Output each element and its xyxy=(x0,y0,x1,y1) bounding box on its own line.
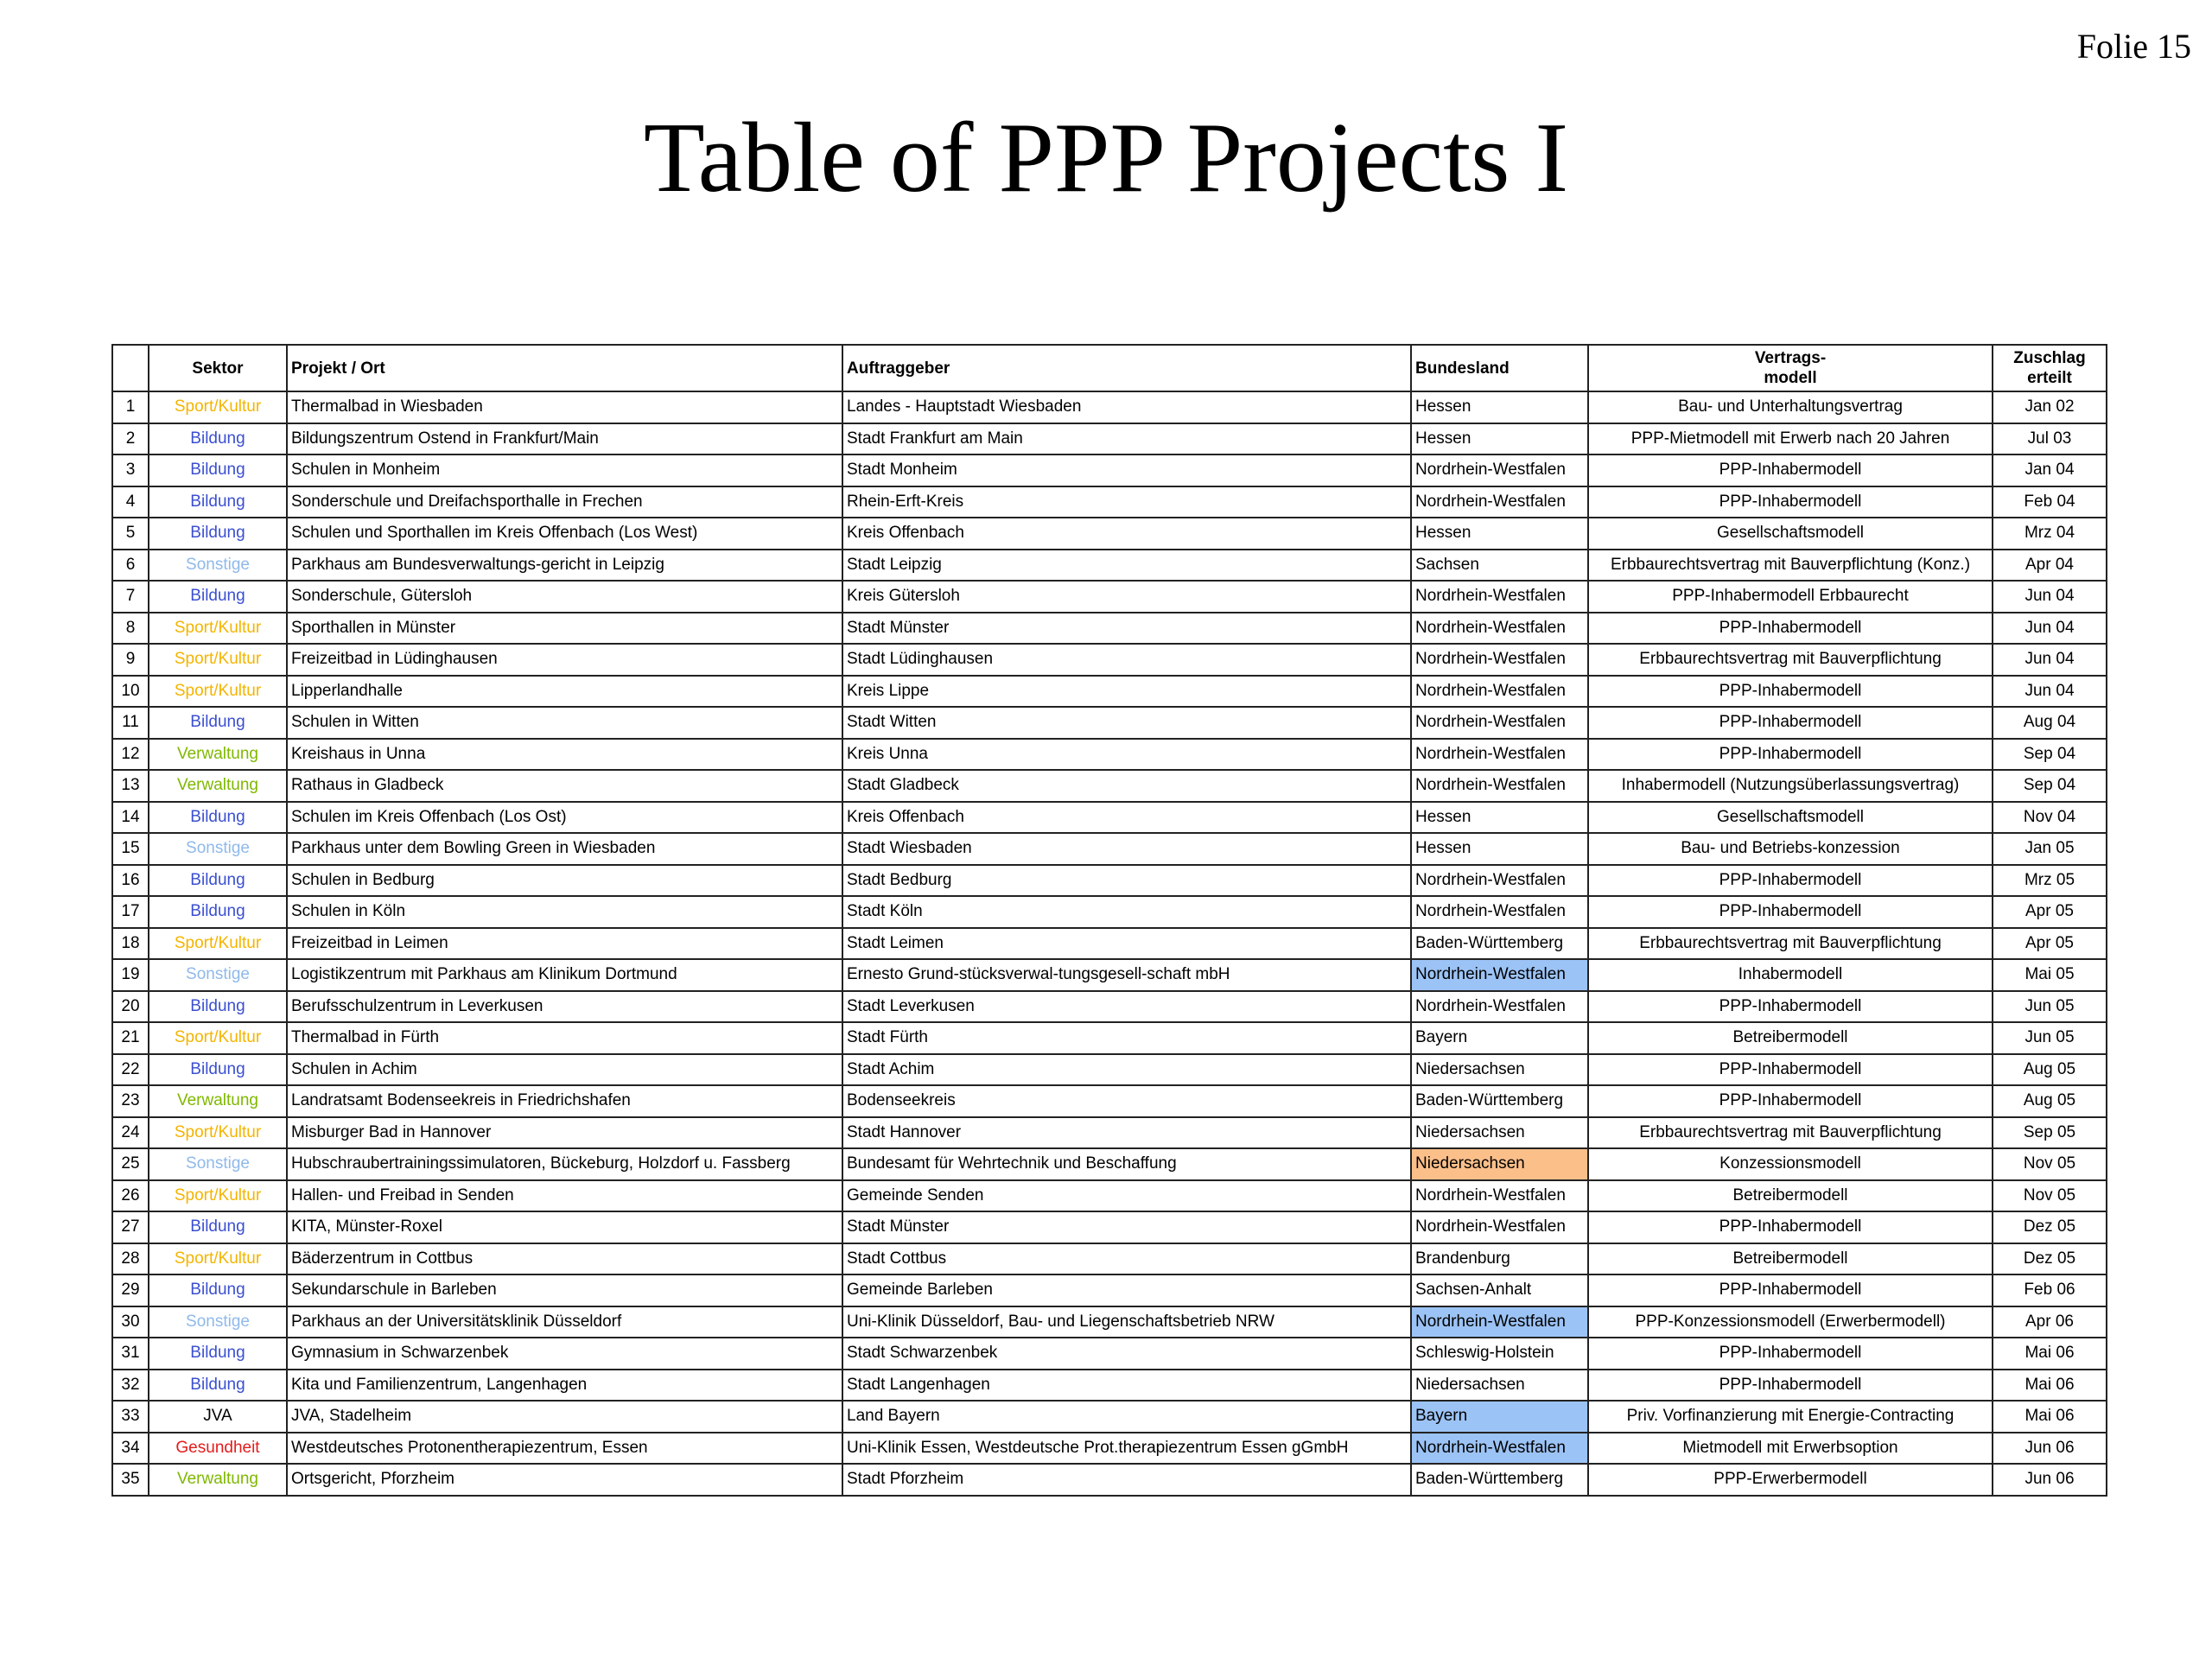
cell-sektor: Sport/Kultur xyxy=(149,1243,287,1275)
cell-auftraggeber: Bodenseekreis xyxy=(842,1085,1411,1117)
cell-vertragsmodell: Erbbaurechtsvertrag mit Bauverpflichtung xyxy=(1588,644,1993,676)
cell-zuschlag: Mai 05 xyxy=(1993,959,2107,991)
cell-number: 2 xyxy=(112,423,149,455)
cell-zuschlag: Mrz 05 xyxy=(1993,865,2107,897)
cell-vertragsmodell: PPP-Inhabermodell xyxy=(1588,1054,1993,1086)
cell-vertragsmodell: PPP-Inhabermodell xyxy=(1588,1274,1993,1306)
cell-sektor: Sport/Kultur xyxy=(149,1180,287,1212)
cell-zuschlag: Aug 05 xyxy=(1993,1085,2107,1117)
header-vertragsmodell xyxy=(1588,345,1993,391)
cell-zuschlag: Nov 05 xyxy=(1993,1148,2107,1180)
table-row xyxy=(112,928,2107,960)
cell-bundesland: Nordrhein-Westfalen xyxy=(1411,707,1588,739)
cell-auftraggeber: Stadt Lüdinghausen xyxy=(842,644,1411,676)
cell-projekt: Schulen in Witten xyxy=(287,707,842,739)
cell-number: 26 xyxy=(112,1180,149,1212)
cell-bundesland: Niedersachsen xyxy=(1411,1054,1588,1086)
cell-number: 11 xyxy=(112,707,149,739)
cell-bundesland: Schleswig-Holstein xyxy=(1411,1338,1588,1370)
cell-auftraggeber: Gemeinde Senden xyxy=(842,1180,1411,1212)
cell-sektor: Bildung xyxy=(149,423,287,455)
cell-vertragsmodell: PPP-Inhabermodell xyxy=(1588,707,1993,739)
cell-zuschlag: Nov 05 xyxy=(1993,1180,2107,1212)
table-row xyxy=(112,581,2107,613)
cell-vertragsmodell: PPP-Inhabermodell xyxy=(1588,991,1993,1023)
cell-bundesland: Baden-Württemberg xyxy=(1411,928,1588,960)
cell-zuschlag: Jun 04 xyxy=(1993,644,2107,676)
ppp-projects-table xyxy=(111,344,2107,1497)
table-row xyxy=(112,1148,2107,1180)
table-row xyxy=(112,1085,2107,1117)
cell-projekt: JVA, Stadelheim xyxy=(287,1401,842,1433)
cell-auftraggeber: Kreis Offenbach xyxy=(842,518,1411,550)
cell-auftraggeber: Bundesamt für Wehrtechnik und Beschaffung xyxy=(842,1148,1411,1180)
cell-bundesland: Nordrhein-Westfalen xyxy=(1411,486,1588,518)
cell-auftraggeber: Ernesto Grund-stücksverwal-tungsgesell-schaft mbH xyxy=(842,959,1411,991)
table-row xyxy=(112,991,2107,1023)
header-zuschlag-line1: Zuschlag xyxy=(2013,349,2086,367)
cell-bundesland: Nordrhein-Westfalen xyxy=(1411,581,1588,613)
cell-bundesland: Nordrhein-Westfalen xyxy=(1411,991,1588,1023)
table-row xyxy=(112,1054,2107,1086)
cell-bundesland: Niedersachsen xyxy=(1411,1370,1588,1402)
cell-projekt: Hubschraubertrainingssimulatoren, Bückeburg, Holzdorf u. Fassberg xyxy=(287,1148,842,1180)
cell-zuschlag: Jun 06 xyxy=(1993,1464,2107,1496)
cell-bundesland: Brandenburg xyxy=(1411,1243,1588,1275)
cell-number: 6 xyxy=(112,550,149,582)
table-row xyxy=(112,1117,2107,1149)
cell-sektor: Bildung xyxy=(149,486,287,518)
cell-projekt: Parkhaus unter dem Bowling Green in Wiesbaden xyxy=(287,833,842,865)
cell-projekt: Thermalbad in Fürth xyxy=(287,1022,842,1054)
cell-number: 27 xyxy=(112,1211,149,1243)
cell-projekt: Parkhaus an der Universitätsklinik Düsseldorf xyxy=(287,1306,842,1338)
cell-auftraggeber: Stadt Cottbus xyxy=(842,1243,1411,1275)
cell-projekt: Sonderschule, Gütersloh xyxy=(287,581,842,613)
header-auftraggeber: Auftraggeber xyxy=(842,345,1411,391)
cell-auftraggeber: Stadt Köln xyxy=(842,896,1411,928)
cell-auftraggeber: Land Bayern xyxy=(842,1401,1411,1433)
cell-number: 20 xyxy=(112,991,149,1023)
table-row xyxy=(112,739,2107,771)
cell-bundesland: Nordrhein-Westfalen xyxy=(1411,644,1588,676)
cell-projekt: Freizeitbad in Lüdinghausen xyxy=(287,644,842,676)
cell-zuschlag: Jun 06 xyxy=(1993,1433,2107,1465)
cell-projekt: Logistikzentrum mit Parkhaus am Klinikum Dortmund xyxy=(287,959,842,991)
cell-auftraggeber: Uni-Klinik Düsseldorf, Bau- und Liegenschaftsbetrieb NRW xyxy=(842,1306,1411,1338)
cell-projekt: Sonderschule und Dreifachsporthalle in Frechen xyxy=(287,486,842,518)
cell-projekt: Kita und Familienzentrum, Langenhagen xyxy=(287,1370,842,1402)
cell-vertragsmodell: PPP-Inhabermodell xyxy=(1588,613,1993,645)
cell-sektor: Sonstige xyxy=(149,833,287,865)
cell-vertragsmodell: Bau- und Unterhaltungsvertrag xyxy=(1588,391,1993,423)
cell-projekt: Schulen in Achim xyxy=(287,1054,842,1086)
cell-projekt: Ortsgericht, Pforzheim xyxy=(287,1464,842,1496)
table-row xyxy=(112,707,2107,739)
cell-projekt: Sporthallen in Münster xyxy=(287,613,842,645)
cell-auftraggeber: Stadt Gladbeck xyxy=(842,770,1411,802)
table-row xyxy=(112,865,2107,897)
slide-number: Folie 15 xyxy=(2076,27,2191,66)
cell-sektor: Bildung xyxy=(149,1211,287,1243)
cell-sektor: Verwaltung xyxy=(149,1085,287,1117)
cell-number: 21 xyxy=(112,1022,149,1054)
cell-sektor: Sport/Kultur xyxy=(149,1117,287,1149)
cell-vertragsmodell: Betreibermodell xyxy=(1588,1022,1993,1054)
cell-projekt: Parkhaus am Bundesverwaltungs-gericht in Leipzig xyxy=(287,550,842,582)
cell-number: 28 xyxy=(112,1243,149,1275)
cell-auftraggeber: Kreis Unna xyxy=(842,739,1411,771)
cell-bundesland: Nordrhein-Westfalen xyxy=(1411,1211,1588,1243)
cell-number: 24 xyxy=(112,1117,149,1149)
cell-vertragsmodell: Inhabermodell xyxy=(1588,959,1993,991)
cell-auftraggeber: Stadt Leipzig xyxy=(842,550,1411,582)
cell-bundesland: Bayern xyxy=(1411,1401,1588,1433)
cell-number: 32 xyxy=(112,1370,149,1402)
table-row xyxy=(112,1433,2107,1465)
cell-vertragsmodell: Erbbaurechtsvertrag mit Bauverpflichtung xyxy=(1588,1117,1993,1149)
table-row xyxy=(112,833,2107,865)
table-row xyxy=(112,1211,2107,1243)
cell-vertragsmodell: PPP-Erwerbermodell xyxy=(1588,1464,1993,1496)
cell-zuschlag: Mai 06 xyxy=(1993,1370,2107,1402)
cell-number: 13 xyxy=(112,770,149,802)
cell-bundesland: Hessen xyxy=(1411,423,1588,455)
cell-zuschlag: Jan 02 xyxy=(1993,391,2107,423)
cell-zuschlag: Apr 04 xyxy=(1993,550,2107,582)
cell-sektor: Sport/Kultur xyxy=(149,613,287,645)
cell-number: 25 xyxy=(112,1148,149,1180)
table-row xyxy=(112,770,2107,802)
cell-number: 17 xyxy=(112,896,149,928)
header-projekt: Projekt / Ort xyxy=(287,345,842,391)
cell-number: 30 xyxy=(112,1306,149,1338)
cell-bundesland: Baden-Württemberg xyxy=(1411,1085,1588,1117)
cell-bundesland: Nordrhein-Westfalen xyxy=(1411,676,1588,708)
cell-bundesland: Baden-Württemberg xyxy=(1411,1464,1588,1496)
cell-zuschlag: Nov 04 xyxy=(1993,802,2107,834)
header-vertragsmodell-line2: modell xyxy=(1764,369,1817,387)
cell-projekt: Schulen in Köln xyxy=(287,896,842,928)
cell-bundesland: Nordrhein-Westfalen xyxy=(1411,454,1588,486)
table-row xyxy=(112,1274,2107,1306)
cell-vertragsmodell: Priv. Vorfinanzierung mit Energie-Contracting xyxy=(1588,1401,1993,1433)
cell-zuschlag: Feb 06 xyxy=(1993,1274,2107,1306)
cell-number: 16 xyxy=(112,865,149,897)
table-row xyxy=(112,676,2107,708)
cell-auftraggeber: Stadt Bedburg xyxy=(842,865,1411,897)
cell-zuschlag: Aug 04 xyxy=(1993,707,2107,739)
cell-zuschlag: Jun 04 xyxy=(1993,676,2107,708)
cell-vertragsmodell: PPP-Inhabermodell xyxy=(1588,896,1993,928)
header-vertragsmodell-line1: Vertrags- xyxy=(1754,349,1827,367)
cell-auftraggeber: Kreis Offenbach xyxy=(842,802,1411,834)
cell-vertragsmodell: PPP-Inhabermodell xyxy=(1588,739,1993,771)
cell-number: 10 xyxy=(112,676,149,708)
cell-vertragsmodell: Erbbaurechtsvertrag mit Bauverpflichtung xyxy=(1588,928,1993,960)
cell-vertragsmodell: PPP-Inhabermodell xyxy=(1588,1211,1993,1243)
cell-number: 15 xyxy=(112,833,149,865)
cell-projekt: Schulen und Sporthallen im Kreis Offenbach (Los West) xyxy=(287,518,842,550)
cell-projekt: Landratsamt Bodenseekreis in Friedrichshafen xyxy=(287,1085,842,1117)
cell-projekt: Hallen- und Freibad in Senden xyxy=(287,1180,842,1212)
cell-sektor: Sonstige xyxy=(149,1306,287,1338)
cell-bundesland: Nordrhein-Westfalen xyxy=(1411,865,1588,897)
table-row xyxy=(112,959,2107,991)
cell-bundesland: Hessen xyxy=(1411,833,1588,865)
cell-auftraggeber: Stadt Frankfurt am Main xyxy=(842,423,1411,455)
cell-number: 12 xyxy=(112,739,149,771)
cell-projekt: Bildungszentrum Ostend in Frankfurt/Main xyxy=(287,423,842,455)
table-row xyxy=(112,896,2107,928)
cell-sektor: Bildung xyxy=(149,581,287,613)
cell-zuschlag: Dez 05 xyxy=(1993,1243,2107,1275)
cell-vertragsmodell: Betreibermodell xyxy=(1588,1243,1993,1275)
cell-vertragsmodell: PPP-Inhabermodell xyxy=(1588,486,1993,518)
cell-sektor: Bildung xyxy=(149,991,287,1023)
cell-zuschlag: Jun 04 xyxy=(1993,613,2107,645)
cell-sektor: Sport/Kultur xyxy=(149,644,287,676)
cell-projekt: Misburger Bad in Hannover xyxy=(287,1117,842,1149)
cell-zuschlag: Jun 05 xyxy=(1993,991,2107,1023)
cell-zuschlag: Sep 04 xyxy=(1993,770,2107,802)
cell-sektor: Sport/Kultur xyxy=(149,676,287,708)
cell-number: 5 xyxy=(112,518,149,550)
cell-bundesland: Hessen xyxy=(1411,391,1588,423)
cell-sektor: Bildung xyxy=(149,518,287,550)
cell-number: 31 xyxy=(112,1338,149,1370)
cell-auftraggeber: Stadt Schwarzenbek xyxy=(842,1338,1411,1370)
cell-sektor: Bildung xyxy=(149,1054,287,1086)
cell-bundesland: Nordrhein-Westfalen xyxy=(1411,739,1588,771)
cell-bundesland: Bayern xyxy=(1411,1022,1588,1054)
cell-auftraggeber: Stadt Langenhagen xyxy=(842,1370,1411,1402)
cell-auftraggeber: Stadt Monheim xyxy=(842,454,1411,486)
table-row xyxy=(112,644,2107,676)
cell-vertragsmodell: Mietmodell mit Erwerbsoption xyxy=(1588,1433,1993,1465)
cell-number: 4 xyxy=(112,486,149,518)
cell-projekt: Lipperlandhalle xyxy=(287,676,842,708)
table-row xyxy=(112,613,2107,645)
cell-bundesland: Sachsen-Anhalt xyxy=(1411,1274,1588,1306)
header-zuschlag-line2: erteilt xyxy=(2027,369,2072,387)
cell-auftraggeber: Stadt Hannover xyxy=(842,1117,1411,1149)
cell-projekt: KITA, Münster-Roxel xyxy=(287,1211,842,1243)
cell-number: 33 xyxy=(112,1401,149,1433)
cell-projekt: Kreishaus in Unna xyxy=(287,739,842,771)
cell-number: 22 xyxy=(112,1054,149,1086)
cell-bundesland: Niedersachsen xyxy=(1411,1117,1588,1149)
cell-vertragsmodell: PPP-Mietmodell mit Erwerb nach 20 Jahren xyxy=(1588,423,1993,455)
cell-sektor: Gesundheit xyxy=(149,1433,287,1465)
cell-auftraggeber: Stadt Leverkusen xyxy=(842,991,1411,1023)
cell-vertragsmodell: PPP-Inhabermodell xyxy=(1588,454,1993,486)
table-row xyxy=(112,550,2107,582)
cell-sektor: Bildung xyxy=(149,1370,287,1402)
cell-auftraggeber: Uni-Klinik Essen, Westdeutsche Prot.therapiezentrum Essen gGmbH xyxy=(842,1433,1411,1465)
cell-bundesland: Nordrhein-Westfalen xyxy=(1411,1180,1588,1212)
table-header-row xyxy=(112,345,2107,391)
cell-vertragsmodell: PPP-Inhabermodell xyxy=(1588,865,1993,897)
cell-vertragsmodell: Betreibermodell xyxy=(1588,1180,1993,1212)
cell-number: 34 xyxy=(112,1433,149,1465)
cell-zuschlag: Sep 05 xyxy=(1993,1117,2107,1149)
cell-projekt: Schulen in Bedburg xyxy=(287,865,842,897)
cell-projekt: Schulen im Kreis Offenbach (Los Ost) xyxy=(287,802,842,834)
cell-projekt: Westdeutsches Protonentherapiezentrum, Essen xyxy=(287,1433,842,1465)
cell-sektor: Sport/Kultur xyxy=(149,928,287,960)
cell-number: 19 xyxy=(112,959,149,991)
cell-sektor: Sport/Kultur xyxy=(149,391,287,423)
cell-auftraggeber: Kreis Lippe xyxy=(842,676,1411,708)
cell-sektor: Bildung xyxy=(149,1274,287,1306)
cell-zuschlag: Sep 04 xyxy=(1993,739,2107,771)
header-sektor: Sektor xyxy=(149,345,287,391)
cell-projekt: Sekundarschule in Barleben xyxy=(287,1274,842,1306)
table-row xyxy=(112,518,2107,550)
table-row xyxy=(112,486,2107,518)
cell-sektor: Bildung xyxy=(149,865,287,897)
cell-sektor: Sonstige xyxy=(149,550,287,582)
cell-vertragsmodell: Gesellschaftsmodell xyxy=(1588,802,1993,834)
cell-zuschlag: Feb 04 xyxy=(1993,486,2107,518)
cell-bundesland: Sachsen xyxy=(1411,550,1588,582)
cell-number: 1 xyxy=(112,391,149,423)
cell-auftraggeber: Stadt Münster xyxy=(842,613,1411,645)
slide-title: Table of PPP Projects I xyxy=(643,103,1569,213)
cell-sektor: Sport/Kultur xyxy=(149,1022,287,1054)
cell-vertragsmodell: Konzessionsmodell xyxy=(1588,1148,1993,1180)
table-row xyxy=(112,454,2107,486)
cell-bundesland: Hessen xyxy=(1411,802,1588,834)
cell-number: 14 xyxy=(112,802,149,834)
cell-number: 9 xyxy=(112,644,149,676)
cell-sektor: Verwaltung xyxy=(149,1464,287,1496)
header-zuschlag xyxy=(1993,345,2107,391)
table-row xyxy=(112,391,2107,423)
table-row xyxy=(112,1306,2107,1338)
cell-sektor: Bildung xyxy=(149,802,287,834)
cell-vertragsmodell: Bau- und Betriebs-konzession xyxy=(1588,833,1993,865)
cell-auftraggeber: Kreis Gütersloh xyxy=(842,581,1411,613)
cell-sektor: Verwaltung xyxy=(149,770,287,802)
cell-auftraggeber: Stadt Achim xyxy=(842,1054,1411,1086)
cell-vertragsmodell: PPP-Inhabermodell Erbbaurecht xyxy=(1588,581,1993,613)
cell-sektor: Sonstige xyxy=(149,959,287,991)
header-bundesland: Bundesland xyxy=(1411,345,1588,391)
cell-vertragsmodell: PPP-Inhabermodell xyxy=(1588,1085,1993,1117)
cell-zuschlag: Apr 06 xyxy=(1993,1306,2107,1338)
cell-number: 29 xyxy=(112,1274,149,1306)
cell-zuschlag: Aug 05 xyxy=(1993,1054,2107,1086)
cell-projekt: Rathaus in Gladbeck xyxy=(287,770,842,802)
cell-zuschlag: Jan 04 xyxy=(1993,454,2107,486)
cell-vertragsmodell: Inhabermodell (Nutzungsüberlassungsvertrag) xyxy=(1588,770,1993,802)
cell-sektor: Verwaltung xyxy=(149,739,287,771)
table-row xyxy=(112,1401,2107,1433)
cell-projekt: Bäderzentrum in Cottbus xyxy=(287,1243,842,1275)
cell-sektor: JVA xyxy=(149,1401,287,1433)
cell-zuschlag: Apr 05 xyxy=(1993,896,2107,928)
cell-bundesland: Nordrhein-Westfalen xyxy=(1411,770,1588,802)
table-row xyxy=(112,1370,2107,1402)
cell-projekt: Freizeitbad in Leimen xyxy=(287,928,842,960)
cell-projekt: Gymnasium in Schwarzenbek xyxy=(287,1338,842,1370)
cell-bundesland: Nordrhein-Westfalen xyxy=(1411,896,1588,928)
cell-auftraggeber: Rhein-Erft-Kreis xyxy=(842,486,1411,518)
cell-bundesland: Nordrhein-Westfalen xyxy=(1411,613,1588,645)
cell-zuschlag: Jun 04 xyxy=(1993,581,2107,613)
cell-projekt: Berufsschulzentrum in Leverkusen xyxy=(287,991,842,1023)
cell-sektor: Bildung xyxy=(149,1338,287,1370)
cell-vertragsmodell: PPP-Inhabermodell xyxy=(1588,1370,1993,1402)
cell-number: 7 xyxy=(112,581,149,613)
cell-zuschlag: Jul 03 xyxy=(1993,423,2107,455)
cell-projekt: Thermalbad in Wiesbaden xyxy=(287,391,842,423)
cell-vertragsmodell: PPP-Konzessionsmodell (Erwerbermodell) xyxy=(1588,1306,1993,1338)
table-row xyxy=(112,423,2107,455)
cell-auftraggeber: Stadt Fürth xyxy=(842,1022,1411,1054)
cell-number: 8 xyxy=(112,613,149,645)
cell-bundesland: Niedersachsen xyxy=(1411,1148,1588,1180)
table-row xyxy=(112,1022,2107,1054)
cell-bundesland: Nordrhein-Westfalen xyxy=(1411,1433,1588,1465)
cell-sektor: Sonstige xyxy=(149,1148,287,1180)
cell-auftraggeber: Gemeinde Barleben xyxy=(842,1274,1411,1306)
cell-number: 3 xyxy=(112,454,149,486)
cell-zuschlag: Mrz 04 xyxy=(1993,518,2107,550)
cell-number: 18 xyxy=(112,928,149,960)
cell-auftraggeber: Stadt Leimen xyxy=(842,928,1411,960)
cell-bundesland: Nordrhein-Westfalen xyxy=(1411,959,1588,991)
table-row xyxy=(112,1180,2107,1212)
cell-bundesland: Nordrhein-Westfalen xyxy=(1411,1306,1588,1338)
cell-number: 35 xyxy=(112,1464,149,1496)
cell-auftraggeber: Stadt Wiesbaden xyxy=(842,833,1411,865)
cell-number: 23 xyxy=(112,1085,149,1117)
cell-auftraggeber: Stadt Pforzheim xyxy=(842,1464,1411,1496)
cell-projekt: Schulen in Monheim xyxy=(287,454,842,486)
cell-sektor: Bildung xyxy=(149,896,287,928)
cell-sektor: Bildung xyxy=(149,707,287,739)
cell-zuschlag: Dez 05 xyxy=(1993,1211,2107,1243)
cell-vertragsmodell: PPP-Inhabermodell xyxy=(1588,676,1993,708)
cell-bundesland: Hessen xyxy=(1411,518,1588,550)
cell-vertragsmodell: Erbbaurechtsvertrag mit Bauverpflichtung (Konz.) xyxy=(1588,550,1993,582)
cell-zuschlag: Apr 05 xyxy=(1993,928,2107,960)
table-row xyxy=(112,1243,2107,1275)
cell-zuschlag: Jun 05 xyxy=(1993,1022,2107,1054)
cell-auftraggeber: Landes - Hauptstadt Wiesbaden xyxy=(842,391,1411,423)
header-number xyxy=(112,345,149,391)
table-row xyxy=(112,1464,2107,1496)
table-row xyxy=(112,802,2107,834)
cell-auftraggeber: Stadt Münster xyxy=(842,1211,1411,1243)
cell-vertragsmodell: Gesellschaftsmodell xyxy=(1588,518,1993,550)
cell-zuschlag: Mai 06 xyxy=(1993,1338,2107,1370)
cell-vertragsmodell: PPP-Inhabermodell xyxy=(1588,1338,1993,1370)
table-row xyxy=(112,1338,2107,1370)
cell-sektor: Bildung xyxy=(149,454,287,486)
cell-auftraggeber: Stadt Witten xyxy=(842,707,1411,739)
cell-zuschlag: Jan 05 xyxy=(1993,833,2107,865)
cell-zuschlag: Mai 06 xyxy=(1993,1401,2107,1433)
